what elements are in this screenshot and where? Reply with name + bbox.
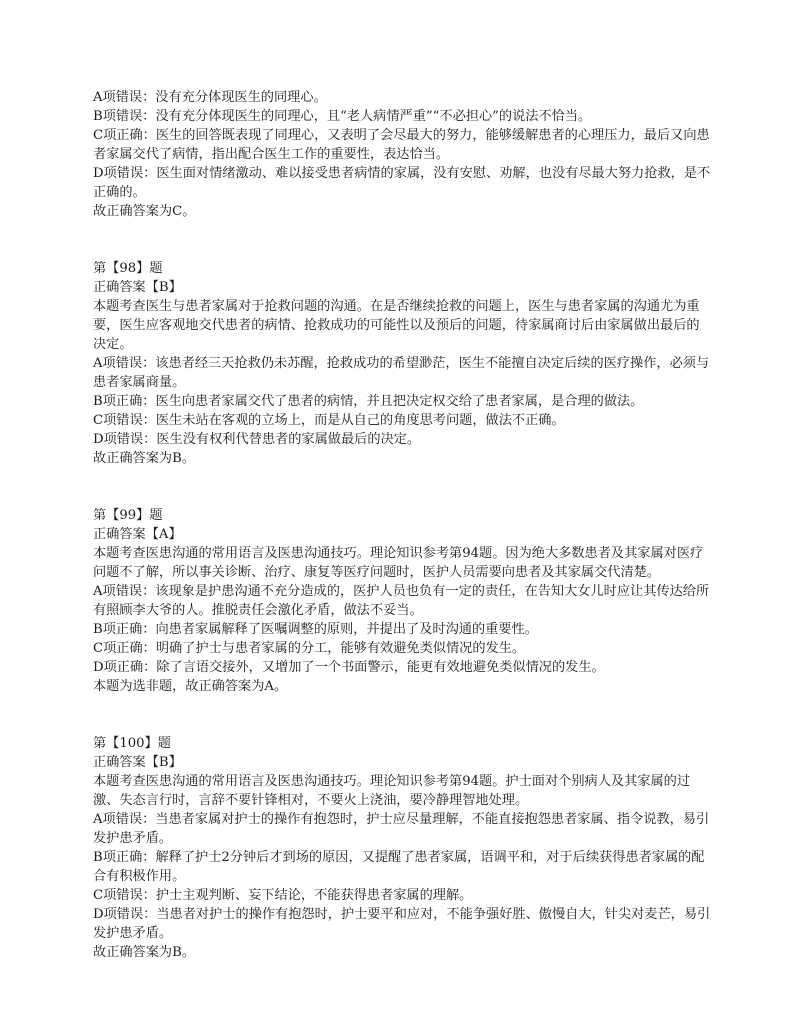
- option-b-explanation: B项正确：向患者家属解释了医嘱调整的原则，并提出了及时沟通的重要性。: [93, 622, 538, 637]
- analysis-intro: 本题考查医患沟通的常用语言及医患沟通技巧。理论知识参考第94题。护士面对个别病人及其家属的过激、失态言行时，言辞不要针锋相对，不要火上浇油，要冷静理智地处理。: [93, 774, 691, 808]
- correct-answer: 正确答案【B】: [93, 755, 182, 770]
- option-b-explanation: B项错误：没有充分体现医生的同理心，且“老人病情严重”“不必担心”的说法不恰当。: [93, 109, 592, 124]
- section-previous-explanation: [93, 88, 711, 221]
- option-d-explanation: D项错误：医生没有权利代替患者的家属做最后的决定。: [93, 432, 421, 447]
- option-c-explanation: C项错误：护士主观判断、妄下结论，不能获得患者家属的理解。: [93, 888, 473, 903]
- option-c-explanation: C项正确：医生的回答既表现了同理心，又表明了会尽最大的努力，能够缓解患者的心理压力，最后又向患者家属交代了病情，指出配合医生工作的重要性，表达恰当。: [93, 128, 710, 162]
- document-page: [93, 88, 711, 962]
- question-title: 第【100】题: [93, 736, 171, 751]
- question-100-section: [93, 734, 711, 962]
- option-a-explanation: A项错误：该患者经三天抢救仍未苏醒，抢救成功的希望渺茫，医生不能擅自决定后续的医疗操作，必须与患者家属商量。: [93, 356, 710, 390]
- final-answer: 本题为选非题，故正确答案为A。: [93, 679, 288, 694]
- final-answer: 故正确答案为C。: [93, 204, 196, 219]
- correct-answer: 正确答案【A】: [93, 527, 182, 542]
- question-98-section: [93, 259, 711, 468]
- question-title: 第【99】题: [93, 508, 163, 523]
- option-b-explanation: B项正确：医生向患者家属交代了患者的病情，并且把决定权交给了患者家属，是合理的做法。: [93, 394, 644, 409]
- option-b-explanation: B项正确：解释了护士2分钟后才到场的原因，又提醒了患者家属，语调平和，对于后续获得患者家属的配合有积极作用。: [93, 850, 705, 884]
- analysis-intro: 本题考查医患沟通的常用语言及医患沟通技巧。理论知识参考第94题。因为绝大多数患者及其家属对医疗问题不了解，所以事关诊断、治疗、康复等医疗问题时，医护人员需要向患者及其家属交代清楚。: [93, 546, 704, 580]
- option-a-explanation: A项错误：该现象是护患沟通不充分造成的，医护人员也负有一定的责任，在告知大女儿时应让其传达给所有照顾李大爷的人。推脱责任会激化矛盾，做法不妥当。: [93, 584, 710, 618]
- option-c-explanation: C项正确：明确了护士与患者家属的分工，能够有效避免类似情况的发生。: [93, 641, 526, 656]
- option-d-explanation: D项错误：当患者对护士的操作有抱怨时，护士要平和应对，不能争强好胜、傲慢自大，针尖对麦芒，易引发护患矛盾。: [93, 907, 711, 941]
- option-a-explanation: A项错误：当患者家属对护士的操作有抱怨时，护士应尽量理解，不能直接抱怨患者家属、指令说教，易引发护患矛盾。: [93, 812, 710, 846]
- option-a-explanation: A项错误：没有充分体现医生的同理心。: [93, 90, 327, 105]
- final-answer: 故正确答案为B。: [93, 945, 196, 960]
- question-title: 第【98】题: [93, 261, 163, 276]
- option-c-explanation: C项错误：医生未站在客观的立场上，而是从自己的角度思考问题，做法不正确。: [93, 413, 565, 428]
- correct-answer: 正确答案【B】: [93, 280, 182, 295]
- final-answer: 故正确答案为B。: [93, 451, 196, 466]
- analysis-intro: 本题考查医生与患者家属对于抢救问题的沟通。在是否继续抢救的问题上，医生与患者家属的沟通尤为重要，医生应客观地交代患者的病情、抢救成功的可能性以及预后的问题，待家属商讨后由家属做出最后的决定。: [93, 299, 700, 352]
- option-d-explanation: D项错误：医生面对情绪激动、难以接受患者病情的家属，没有安慰、劝解，也没有尽最大努力抢救，是不正确的。: [93, 166, 711, 200]
- question-99-section: [93, 506, 711, 696]
- option-d-explanation: D项正确：除了言语交接外，又增加了一个书面警示，能更有效地避免类似情况的发生。: [93, 660, 605, 675]
